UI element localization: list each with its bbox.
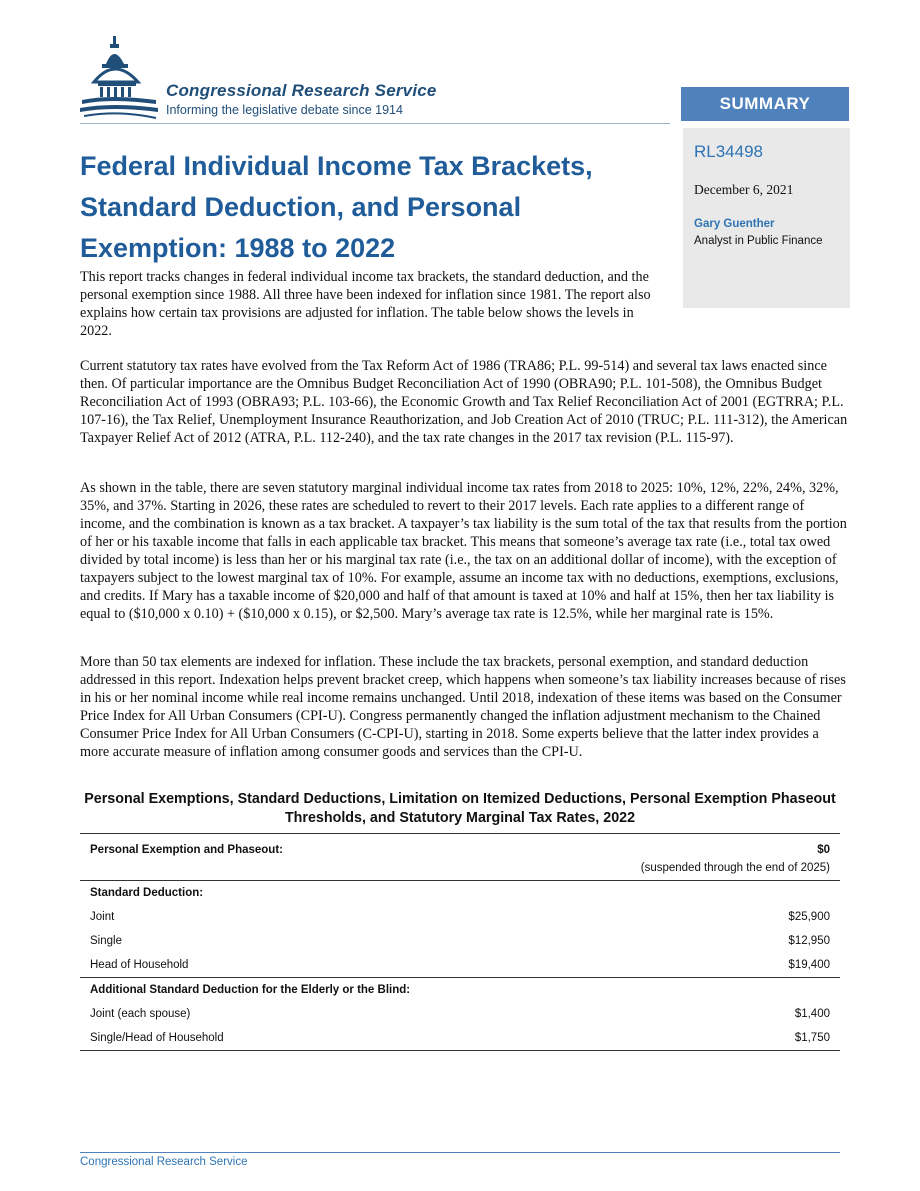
section-personal-exemption (80, 834, 840, 881)
header-divider (80, 123, 670, 124)
paragraph-tax-laws: Current statutory tax rates have evolved from the Tax Reform Act of 1986 (TRA86; P.L. 99-514) and several tax laws enacted since then. Of particular importance are the Omnibus Budget Reconciliation Act of 1990 (OBRA90; P.L. 101-508), the Omnibus Budget Reconciliation Act of 1993 (OBRA93; P.L. 103-66), the Economic Growth and Tax Relief Reconciliation Act of 2001 (EGTRRA; P.L. 107-16), the Tax Relief, Unemployment Insurance Reauthorization, and Job Creation Act of 2010 (TRUC; P.L. 111-312), the American Taxpayer Relief Act of 2012 (ATRA, P.L. 112-240), and the tax rate changes in the 2017 tax revision (P.L. 115-97). (80, 358, 848, 446)
row-label: Personal Exemption and Phaseout: (90, 844, 283, 856)
report-number: RL34498 (694, 142, 764, 161)
report-date: December 6, 2021 (694, 182, 794, 197)
row-value: $25,900 (788, 911, 830, 923)
table-row (80, 834, 840, 862)
author-title: Analyst in Public Finance (694, 235, 823, 247)
row-value: $19,400 (788, 959, 830, 971)
footer-divider (80, 1152, 840, 1153)
section-heading (80, 978, 840, 1002)
exemption-note: (suspended through the end of 2025) (640, 862, 830, 874)
footer-text: Congressional Research Service (80, 1156, 248, 1168)
deductions-table (80, 833, 840, 1051)
summary-tab: SUMMARY (681, 87, 849, 121)
row-label: Additional Standard Deduction for the Elderly or the Blind: (90, 984, 411, 996)
row-label: Joint (each spouse) (90, 1008, 191, 1020)
row-label: Single (90, 935, 122, 947)
crs-logo (80, 34, 480, 124)
paragraph-indexation: More than 50 tax elements are indexed for inflation. These include the tax brackets, personal exemption, and standard deduction addressed in this report. Indexation helps prevent bracket creep, which happens when someone’s tax liability increases because of rises in his or her nominal income while real income remains unchanged. Until 2018, indexation of these items was based on the Consumer Price Index for All Urban Consumers (CPI-U). Congress permanently changed the inflation adjustment mechanism to the Chained Consumer Price Index for All Urban Consumers (C-CPI-U), starting in 2018. Some experts believe that the latter index provides a more accurate measure of inflation among consumer goods and services than the CPI-U. (80, 654, 846, 760)
section-heading (80, 881, 840, 905)
section-additional-deduction (80, 978, 840, 1050)
row-label: Single/Head of Household (90, 1032, 224, 1044)
table-row (80, 953, 840, 977)
table-row (80, 929, 840, 953)
table-row (80, 905, 840, 929)
org-name: Congressional Research Service (166, 81, 437, 100)
org-tagline: Informing the legislative debate since 1914 (166, 103, 403, 117)
report-info-sidebar (683, 128, 850, 308)
row-value: $1,750 (794, 1032, 830, 1044)
row-value: $1,400 (794, 1008, 830, 1020)
table-row (80, 1026, 840, 1050)
paragraph-tax-rates: As shown in the table, there are seven statutory marginal individual income tax rates from 2018 to 2025: 10%, 12%, 22%, 24%, 32%, 35%, and 37%. Starting in 2026, these rates are scheduled to revert to their 2017 levels. Each rate applies to a different range of income, and the combination is known as a tax bracket. A taxpayer’s tax liability is the sum total of the tax that results from the portion of her or his taxable income that falls in each applicable tax bracket. This means that someone’s average tax rate (i.e., total tax owed divided by total income) is less than her or his marginal tax rate (i.e., the tax on an additional dollar of income), with the exception of taxpayers subject to the lowest marginal tax of 10%. For example, assume an income tax with no deductions, exemptions, exclusions, and credits. If Mary has a taxable income of $20,000 and half of that amount is taxed at 10% and half at 15%, then her tax liability is equal to ($10,000 x 0.10) + ($10,000 x 0.15), or $2,500. Mary’s average tax rate is 12.5%, while her marginal rate is 15%. (80, 480, 847, 622)
row-value: $12,950 (788, 935, 830, 947)
author-name: Gary Guenther (694, 218, 775, 230)
paragraph-intro: This report tracks changes in federal individual income tax brackets, the standard deduction, and the personal exemption since 1988. All three have been indexed for inflation since 1981. The report also explains how certain tax provisions are adjusted for inflation. The table below shows the levels in 2022. (80, 269, 651, 339)
row-label: Joint (90, 911, 115, 923)
table-row (80, 1002, 840, 1026)
row-value: $0 (817, 844, 830, 856)
table-title: Personal Exemptions, Standard Deductions, Limitation on Itemized Deductions, Personal Exemption Phaseout Thresholds, and Statutory Marginal Tax Rates, 2022 (84, 791, 836, 826)
capitol-dome-icon (80, 34, 160, 124)
report-title: Federal Individual Income Tax Brackets, Standard Deduction, and Personal Exemption: 1988 to 2022 (80, 151, 593, 263)
row-label: Standard Deduction: (90, 887, 204, 899)
row-label: Head of Household (90, 959, 189, 971)
section-standard-deduction (80, 881, 840, 978)
